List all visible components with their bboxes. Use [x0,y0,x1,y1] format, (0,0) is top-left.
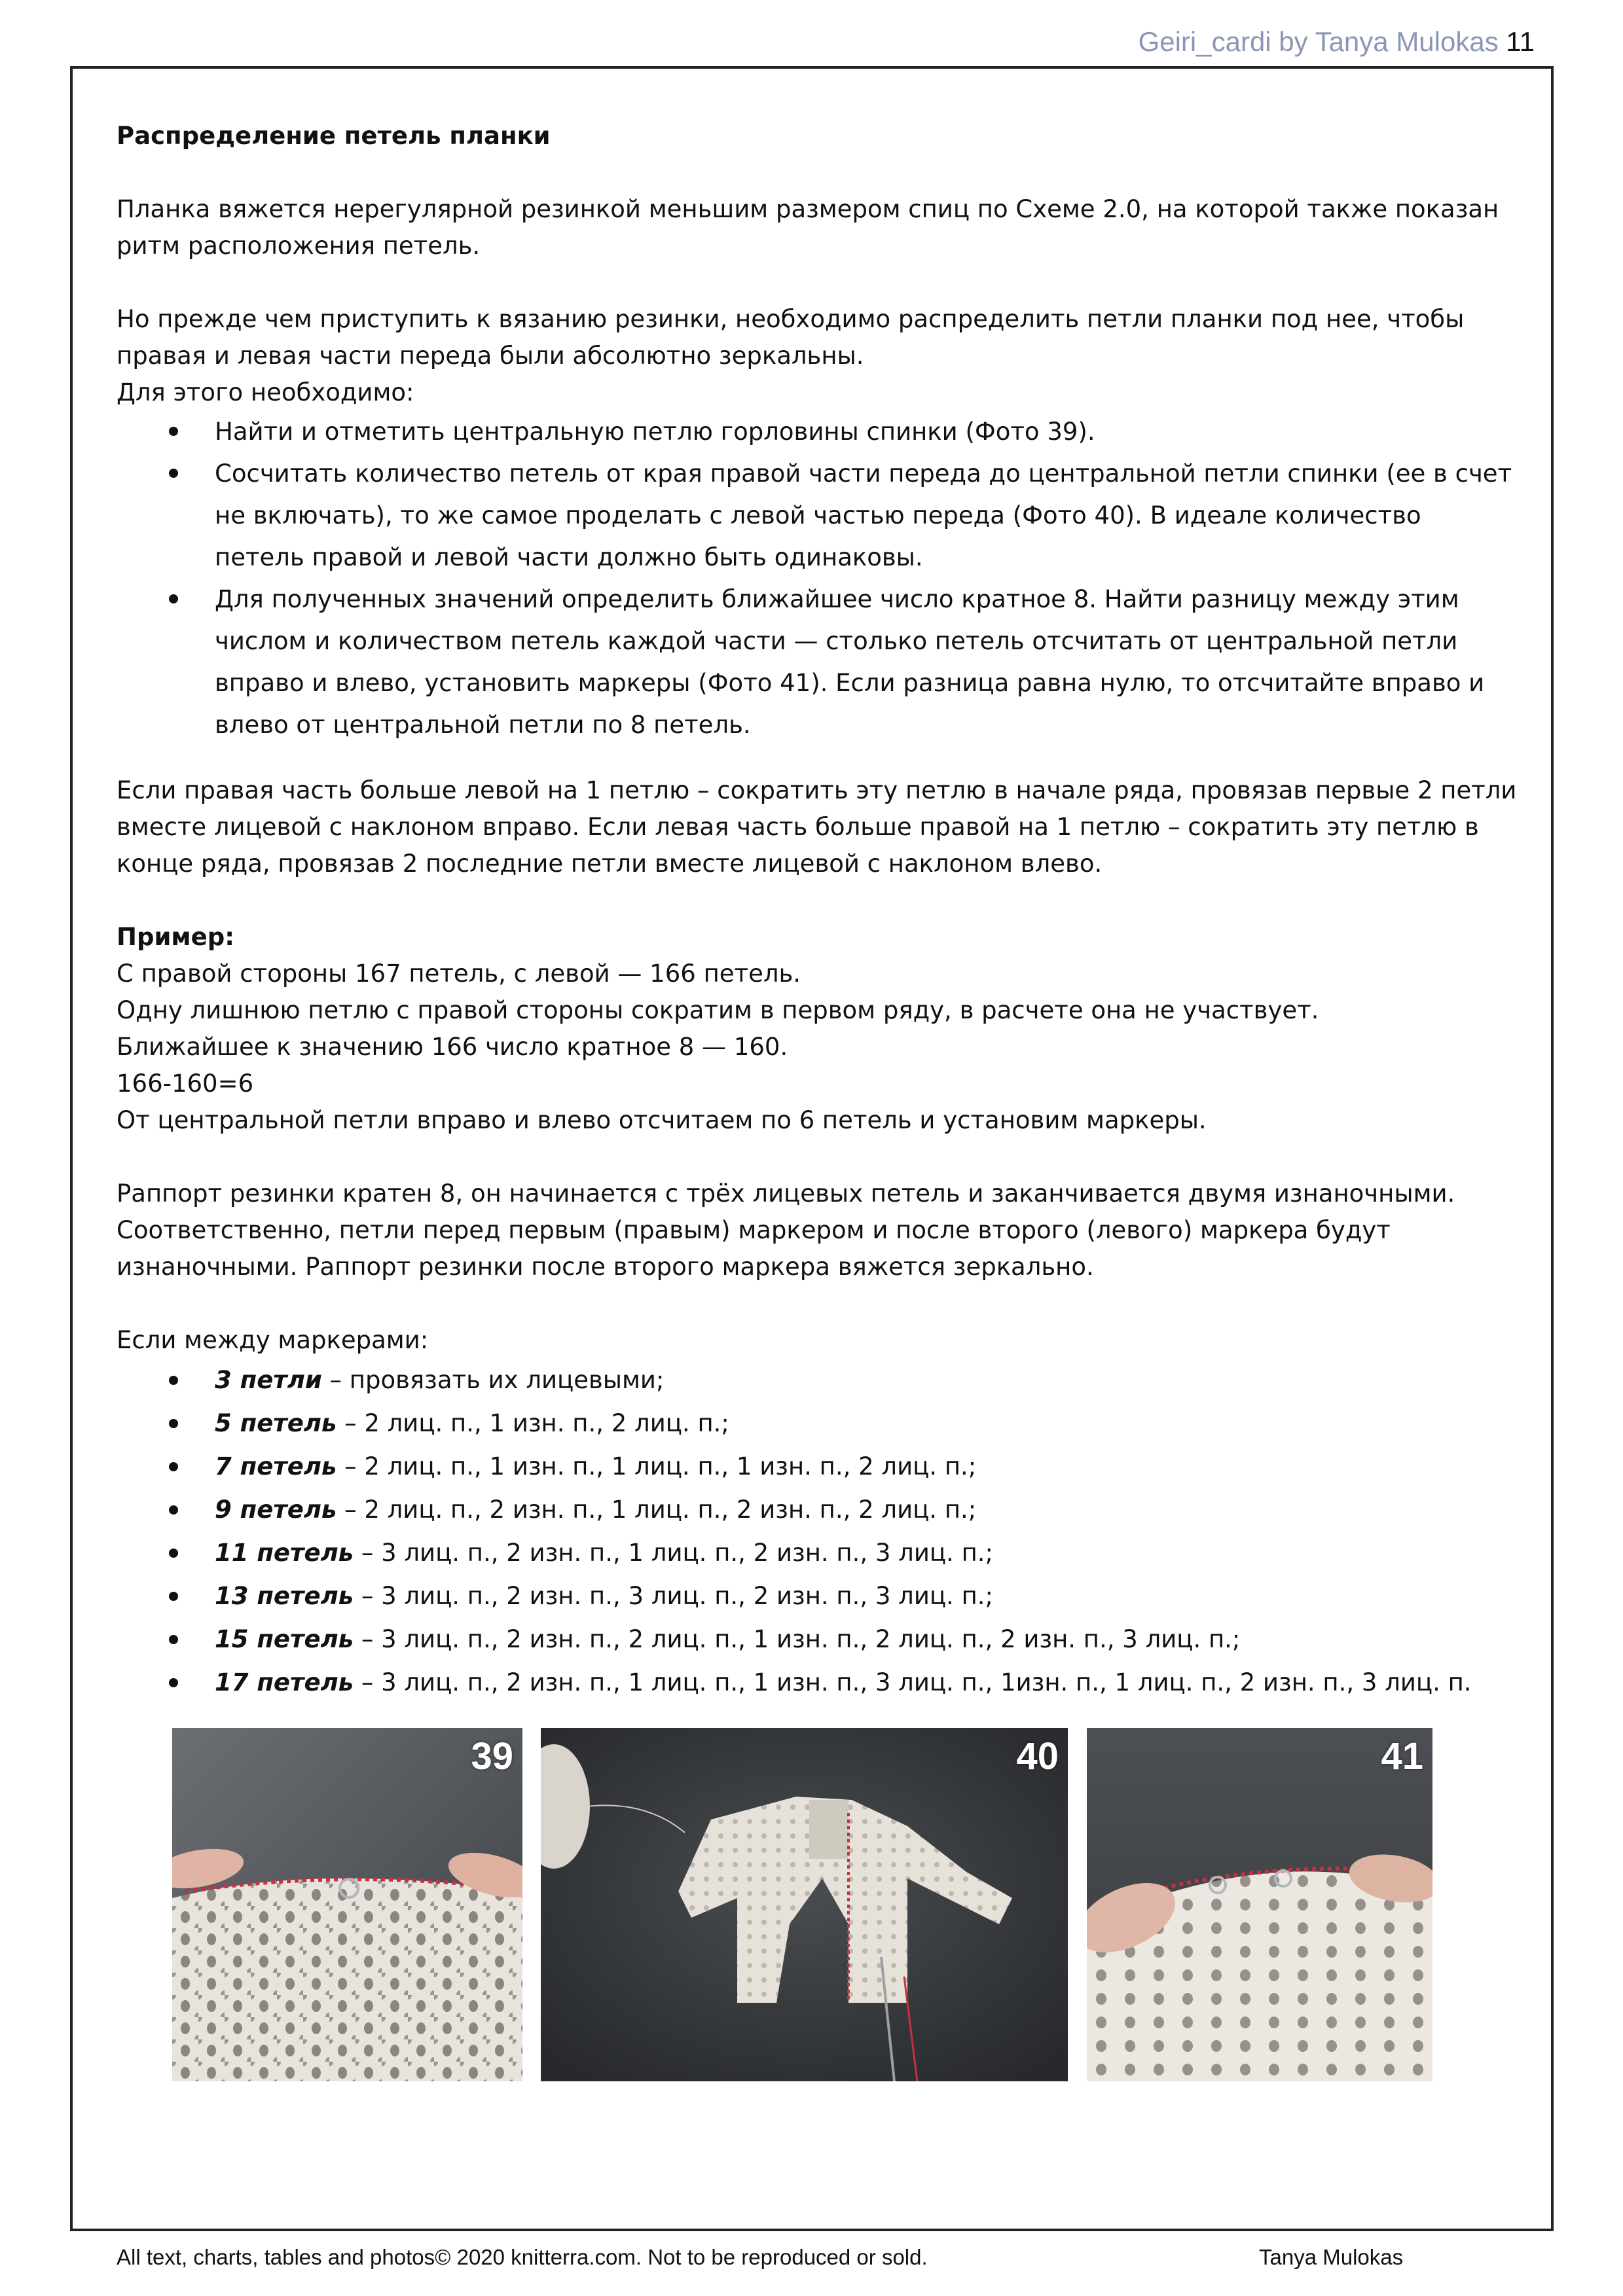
photo-39-image [172,1728,522,2081]
paragraph-steps-intro: Для этого необходимо: [117,378,414,406]
rib-rules-list [117,1359,1518,1704]
bullet-icon [169,1635,178,1644]
copyright-notice: All text, charts, tables and photos© 2020 knitterra.com. Not to be reproduced or sold. [117,2245,928,2269]
steps-list [117,411,1518,746]
photo-40-image [541,1728,1068,2081]
paragraph-decrease: Если правая часть больше левой на 1 петлю – сократить эту петлю в начале ряда, провязав первые 2 петли вместе лицевой с наклоном вправо. Если левая часть больше правой на 1 петлю – сократить эту петлю в конце ряда, провязав 2 последние петли вместе лицевой с наклоном влево. [117,776,1517,878]
photo-41-image [1087,1728,1432,2081]
paragraph-intro: Планка вяжется нерегулярной резинкой меньшим размером спиц по Схеме 2.0, на которой также показан ритм расположения петель. [117,195,1499,260]
example-label: Пример: [117,923,234,951]
document-title: Geiri_cardi by Tanya Mulokas [1138,26,1499,57]
list-item: Найти и отметить центральную петлю горловины спинки (Фото 39). [117,411,1518,453]
paragraph-rapport: Раппорт резинки кратен 8, он начинается с трёх лицевых петель и заканчивается двумя изнаночными. Соответственно, петли перед первым (правым) маркером и после второго (левого) маркера будут изнаночными. Раппорт резинки после второго маркера вяжется зеркально. [117,1179,1455,1281]
list-item: 5 петель – 2 лиц. п., 1 изн. п., 2 лиц. п.; [117,1402,1518,1445]
list-item: 15 петель – 3 лиц. п., 2 изн. п., 2 лиц. п., 1 изн. п., 2 лиц. п., 2 изн. п., 3 лиц. п.; [117,1618,1518,1661]
list-item: 17 петель – 3 лиц. п., 2 изн. п., 1 лиц. п., 1 изн. п., 3 лиц. п., 1изн. п., 1 лиц. п., 2 изн. п., 3 лиц. п. [117,1661,1518,1704]
list-item: 9 петель – 2 лиц. п., 2 изн. п., 1 лиц. п., 2 изн. п., 2 лиц. п.; [117,1488,1518,1532]
page-footer [117,2245,1413,2270]
bullet-icon [169,1549,178,1558]
photo-number: 39 [471,1735,513,1778]
bullet-icon [169,1505,178,1515]
photo-number: 40 [1016,1735,1059,1778]
bullet-icon [169,1678,178,1687]
list-item: Для полученных значений определить ближайшее число кратное 8. Найти разницу между этим числом и количеством петель каждой части — столько петель отсчитать от центральной петли вправо и влево, установить маркеры (Фото 41). Если разница равна нулю, то отсчитайте вправо и влево от центральной петли по 8 петель. [117,579,1518,746]
photo-number: 41 [1381,1735,1423,1778]
bullet-icon [169,427,178,436]
photo-39 [172,1728,522,2081]
footer-author: Tanya Mulokas [1259,2245,1404,2269]
bullet-icon [169,1376,178,1385]
section-title: Распределение петель планки [117,122,551,150]
photo-strip [172,1728,1432,2081]
list-item: 7 петель – 2 лиц. п., 1 изн. п., 1 лиц. п., 1 изн. п., 2 лиц. п.; [117,1445,1518,1488]
example-line: 166-160=6 [117,1069,254,1098]
photo-40 [541,1728,1068,2081]
list-item: 3 петли – провязать их лицевыми; [117,1359,1518,1402]
example-line: От центральной петли вправо и влево отсчитаем по 6 петель и установим маркеры. [117,1106,1207,1134]
paragraph-mirror: Но прежде чем приступить к вязанию резинки, необходимо распределить петли планки под нее, чтобы правая и левая части переда были абсолютно зеркальны. [117,305,1465,370]
main-content [117,118,1518,1704]
page-header [1139,26,1535,58]
bullet-icon [169,1419,178,1428]
list-item: 13 петель – 3 лиц. п., 2 изн. п., 3 лиц. п., 2 изн. п., 3 лиц. п.; [117,1575,1518,1618]
list-item: Сосчитать количество петель от края правой части переда до центральной петли спинки (ее в счет не включать), то же самое проделать с левой частью переда (Фото 40). В идеале количество петель правой и левой части должно быть одинаковы. [117,453,1518,579]
photo-41 [1087,1728,1432,2081]
example-line: С правой стороны 167 петель, с левой — 166 петель. [117,960,801,988]
example-line: Ближайшее к значению 166 число кратное 8 — 160. [117,1033,788,1061]
bullet-icon [169,469,178,478]
bullet-icon [169,1462,178,1471]
bullet-icon [169,1592,178,1601]
example-line: Одну лишнюю петлю с правой стороны сократим в первом ряду, в расчете она не участвует. [117,996,1319,1024]
page-number: 11 [1506,26,1535,57]
list-item: 11 петель – 3 лиц. п., 2 изн. п., 1 лиц. п., 2 изн. п., 3 лиц. п.; [117,1532,1518,1575]
markers-intro: Если между маркерами: [117,1326,429,1354]
bullet-icon [169,594,178,603]
